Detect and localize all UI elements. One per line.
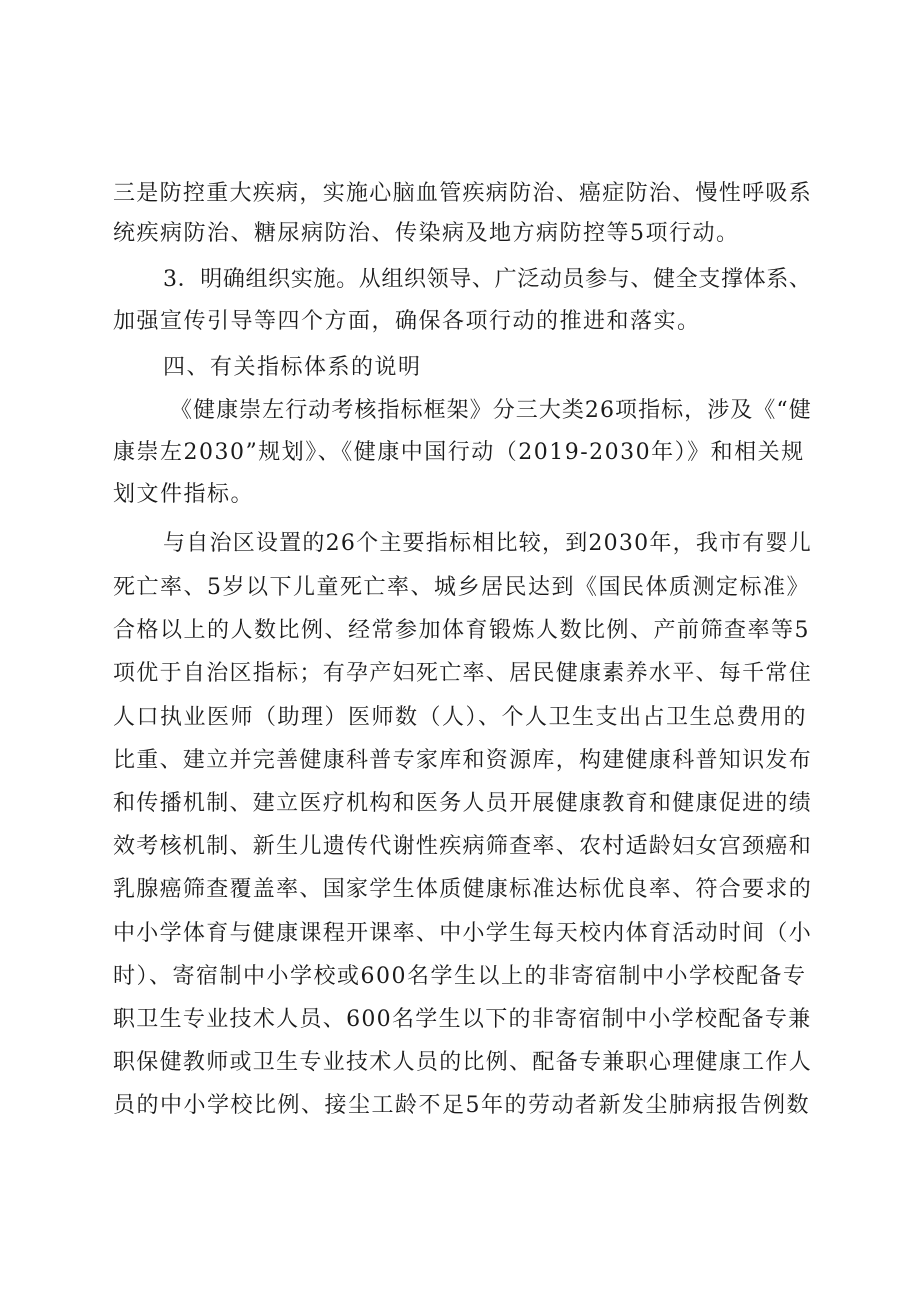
text-line-1: 三是防控重大疾病，实施心脑血管疾病防治、癌症防治、慢性呼吸系 (113, 181, 813, 206)
text-line-15: 和传播机制、建立医疗机构和医务人员开展健康教育和健康促进的绩 (113, 791, 813, 816)
text-line-10: 死亡率、5岁以下儿童死亡率、城乡居民达到《国民体质测定标准》 (113, 575, 810, 600)
text-line-18: 中小学体育与健康课程开课率、中小学生每天校内体育活动时间（小 (113, 921, 813, 946)
text-line-7: 康崇左2030”规划》、《健康中国行动（2019-2030年）》和相关规 (113, 440, 805, 465)
text-line-20: 职卫生专业技术人员、600名学生以下的非寄宿制中小学校配备专兼 (113, 1007, 812, 1032)
text-line-3: 3．明确组织实施。从组织领导、广泛动员参与、健全支撑体系、 (163, 267, 812, 292)
text-line-21: 职保健教师或卫生专业技术人员的比例、配备专兼职心理健康工作人 (113, 1050, 813, 1075)
section-heading: 四、有关指标体系的说明 (163, 355, 422, 380)
text-line-19: 时）、寄宿制中小学校或600名学生以上的非寄宿制中小学校配备专 (113, 964, 807, 989)
text-line-9: 与自治区设置的26个主要指标相比较，到2030年，我市有婴儿 (163, 531, 812, 556)
text-line-14: 比重、建立并完善健康科普专家库和资源库，构建健康科普知识发布 (113, 748, 813, 773)
text-line-12: 项优于自治区指标；有孕产妇死亡率、居民健康素养水平、每千常住 (113, 661, 813, 686)
text-line-8: 划文件指标。 (113, 482, 255, 507)
text-line-13: 人口执业医师（助理）医师数（人）、个人卫生支出占卫生总费用的 (113, 705, 808, 730)
text-line-4: 加强宣传引导等四个方面，确保各项行动的推进和落实。 (113, 309, 701, 334)
text-line-11: 合格以上的人数比例、经常参加体育锻炼人数比例、产前筛查率等5 (113, 618, 810, 643)
text-line-17: 乳腺癌筛查覆盖率、国家学生体质健康标准达标优良率、符合要求的 (113, 877, 813, 902)
text-line-22: 员的中小学校比例、接尘工龄不足5年的劳动者新发尘肺病报告例数 (113, 1093, 810, 1118)
text-line-6: 《健康崇左行动考核指标框架》分三大类26项指标，涉及《“健 (170, 398, 812, 423)
text-line-2: 统疾病防治、糖尿病防治、传染病及地方病防控等5项行动。 (113, 221, 740, 246)
text-line-16: 效考核机制、新生儿遗传代谢性疾病筛查率、农村适龄妇女宫颈癌和 (113, 834, 813, 859)
